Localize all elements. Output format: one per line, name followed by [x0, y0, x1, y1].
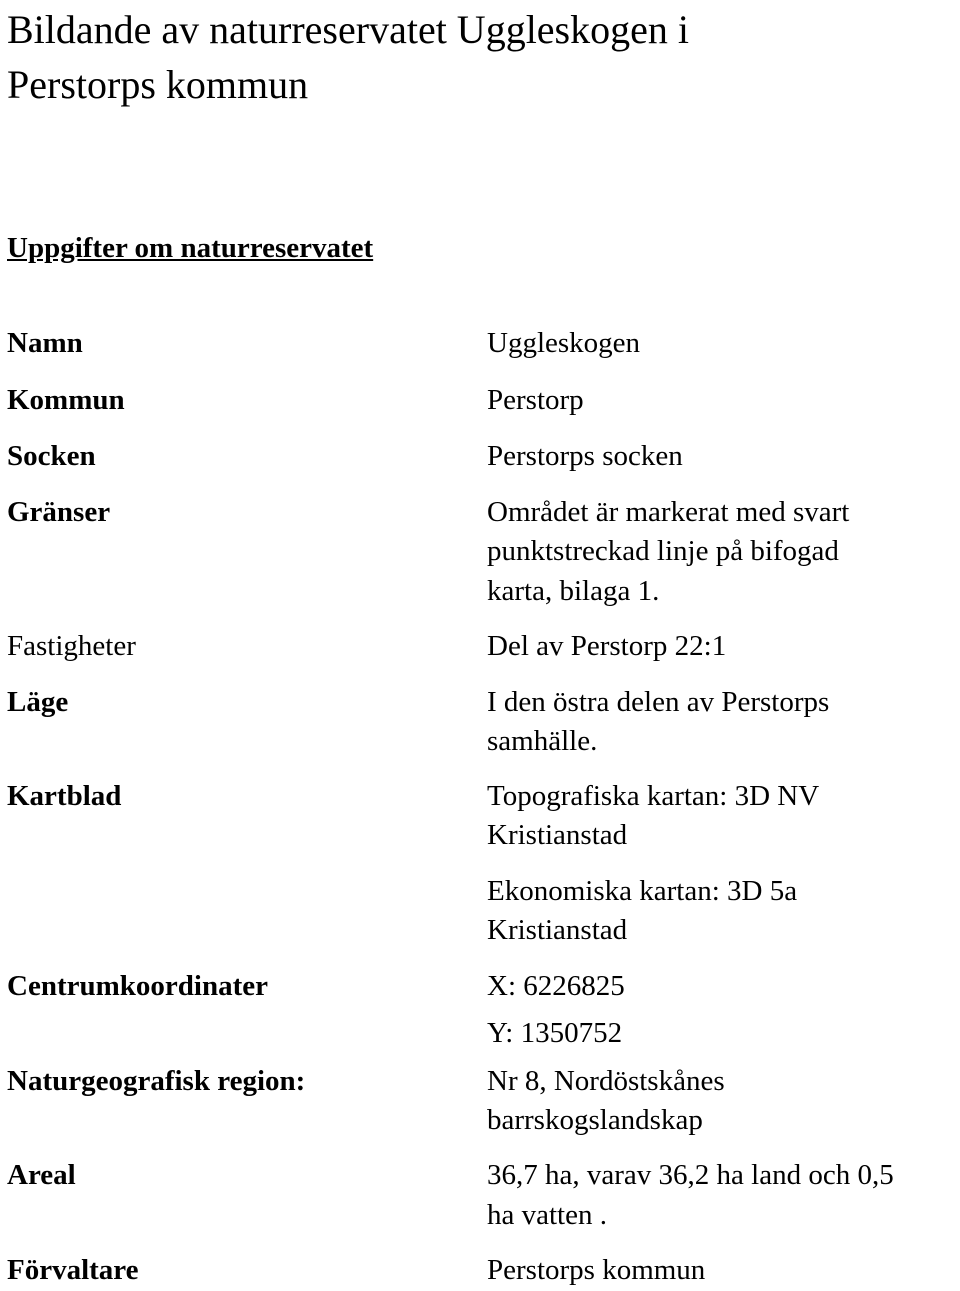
value-areal-line-1: 36,7 ha, varav 36,2 ha land och 0,5: [487, 1159, 894, 1191]
label-areal: Areal: [7, 1159, 76, 1191]
title-line-1: Bildande av naturreservatet Uggleskogen i: [7, 7, 689, 52]
value-coordinate-x: X: 6226825: [487, 970, 625, 1002]
label-granser: Gränser: [7, 496, 111, 528]
label-lage: Läge: [7, 686, 69, 718]
value-kartblad-line-2: Kristianstad: [487, 819, 628, 851]
label-namn: Namn: [7, 327, 83, 359]
value-namn: Uggleskogen: [487, 327, 641, 359]
value-region-line-1: Nr 8, Nordöstskånes: [487, 1065, 725, 1097]
section-heading: Uppgifter om naturreservatet: [7, 232, 374, 264]
value-lage-line-1: I den östra delen av Perstorps: [487, 686, 830, 718]
value-coordinate-y: Y: 1350752: [487, 1017, 623, 1049]
value-lage-line-2: samhälle.: [487, 725, 598, 757]
value-region-line-2: barrskogslandskap: [487, 1104, 703, 1136]
value-kartblad-line-3: Ekonomiska kartan: 3D 5a: [487, 875, 798, 907]
value-areal-line-2: ha vatten .: [487, 1199, 607, 1231]
value-fastigheter: Del av Perstorp 22:1: [487, 630, 727, 662]
label-naturgeografisk-region: Naturgeografisk region:: [7, 1065, 306, 1097]
label-fastigheter: Fastigheter: [7, 630, 136, 662]
value-granser-line-1: Området är markerat med svart: [487, 496, 850, 528]
value-granser-line-3: karta, bilaga 1.: [487, 575, 660, 607]
value-kommun: Perstorp: [487, 384, 584, 416]
value-socken: Perstorps socken: [487, 440, 683, 472]
label-kartblad: Kartblad: [7, 780, 122, 812]
value-granser-line-2: punktstreckad linje på bifogad: [487, 535, 839, 567]
value-kartblad-line-1: Topografiska kartan: 3D NV: [487, 780, 820, 812]
title-line-2: Perstorps kommun: [7, 62, 309, 107]
label-forvaltare: Förvaltare: [7, 1254, 139, 1286]
label-centrumkoordinater: Centrumkoordinater: [7, 970, 268, 1002]
document-title: [7, 2, 947, 112]
value-forvaltare: Perstorps kommun: [487, 1254, 706, 1286]
label-socken: Socken: [7, 440, 96, 472]
value-kartblad-line-4: Kristianstad: [487, 914, 628, 946]
label-kommun: Kommun: [7, 384, 125, 416]
